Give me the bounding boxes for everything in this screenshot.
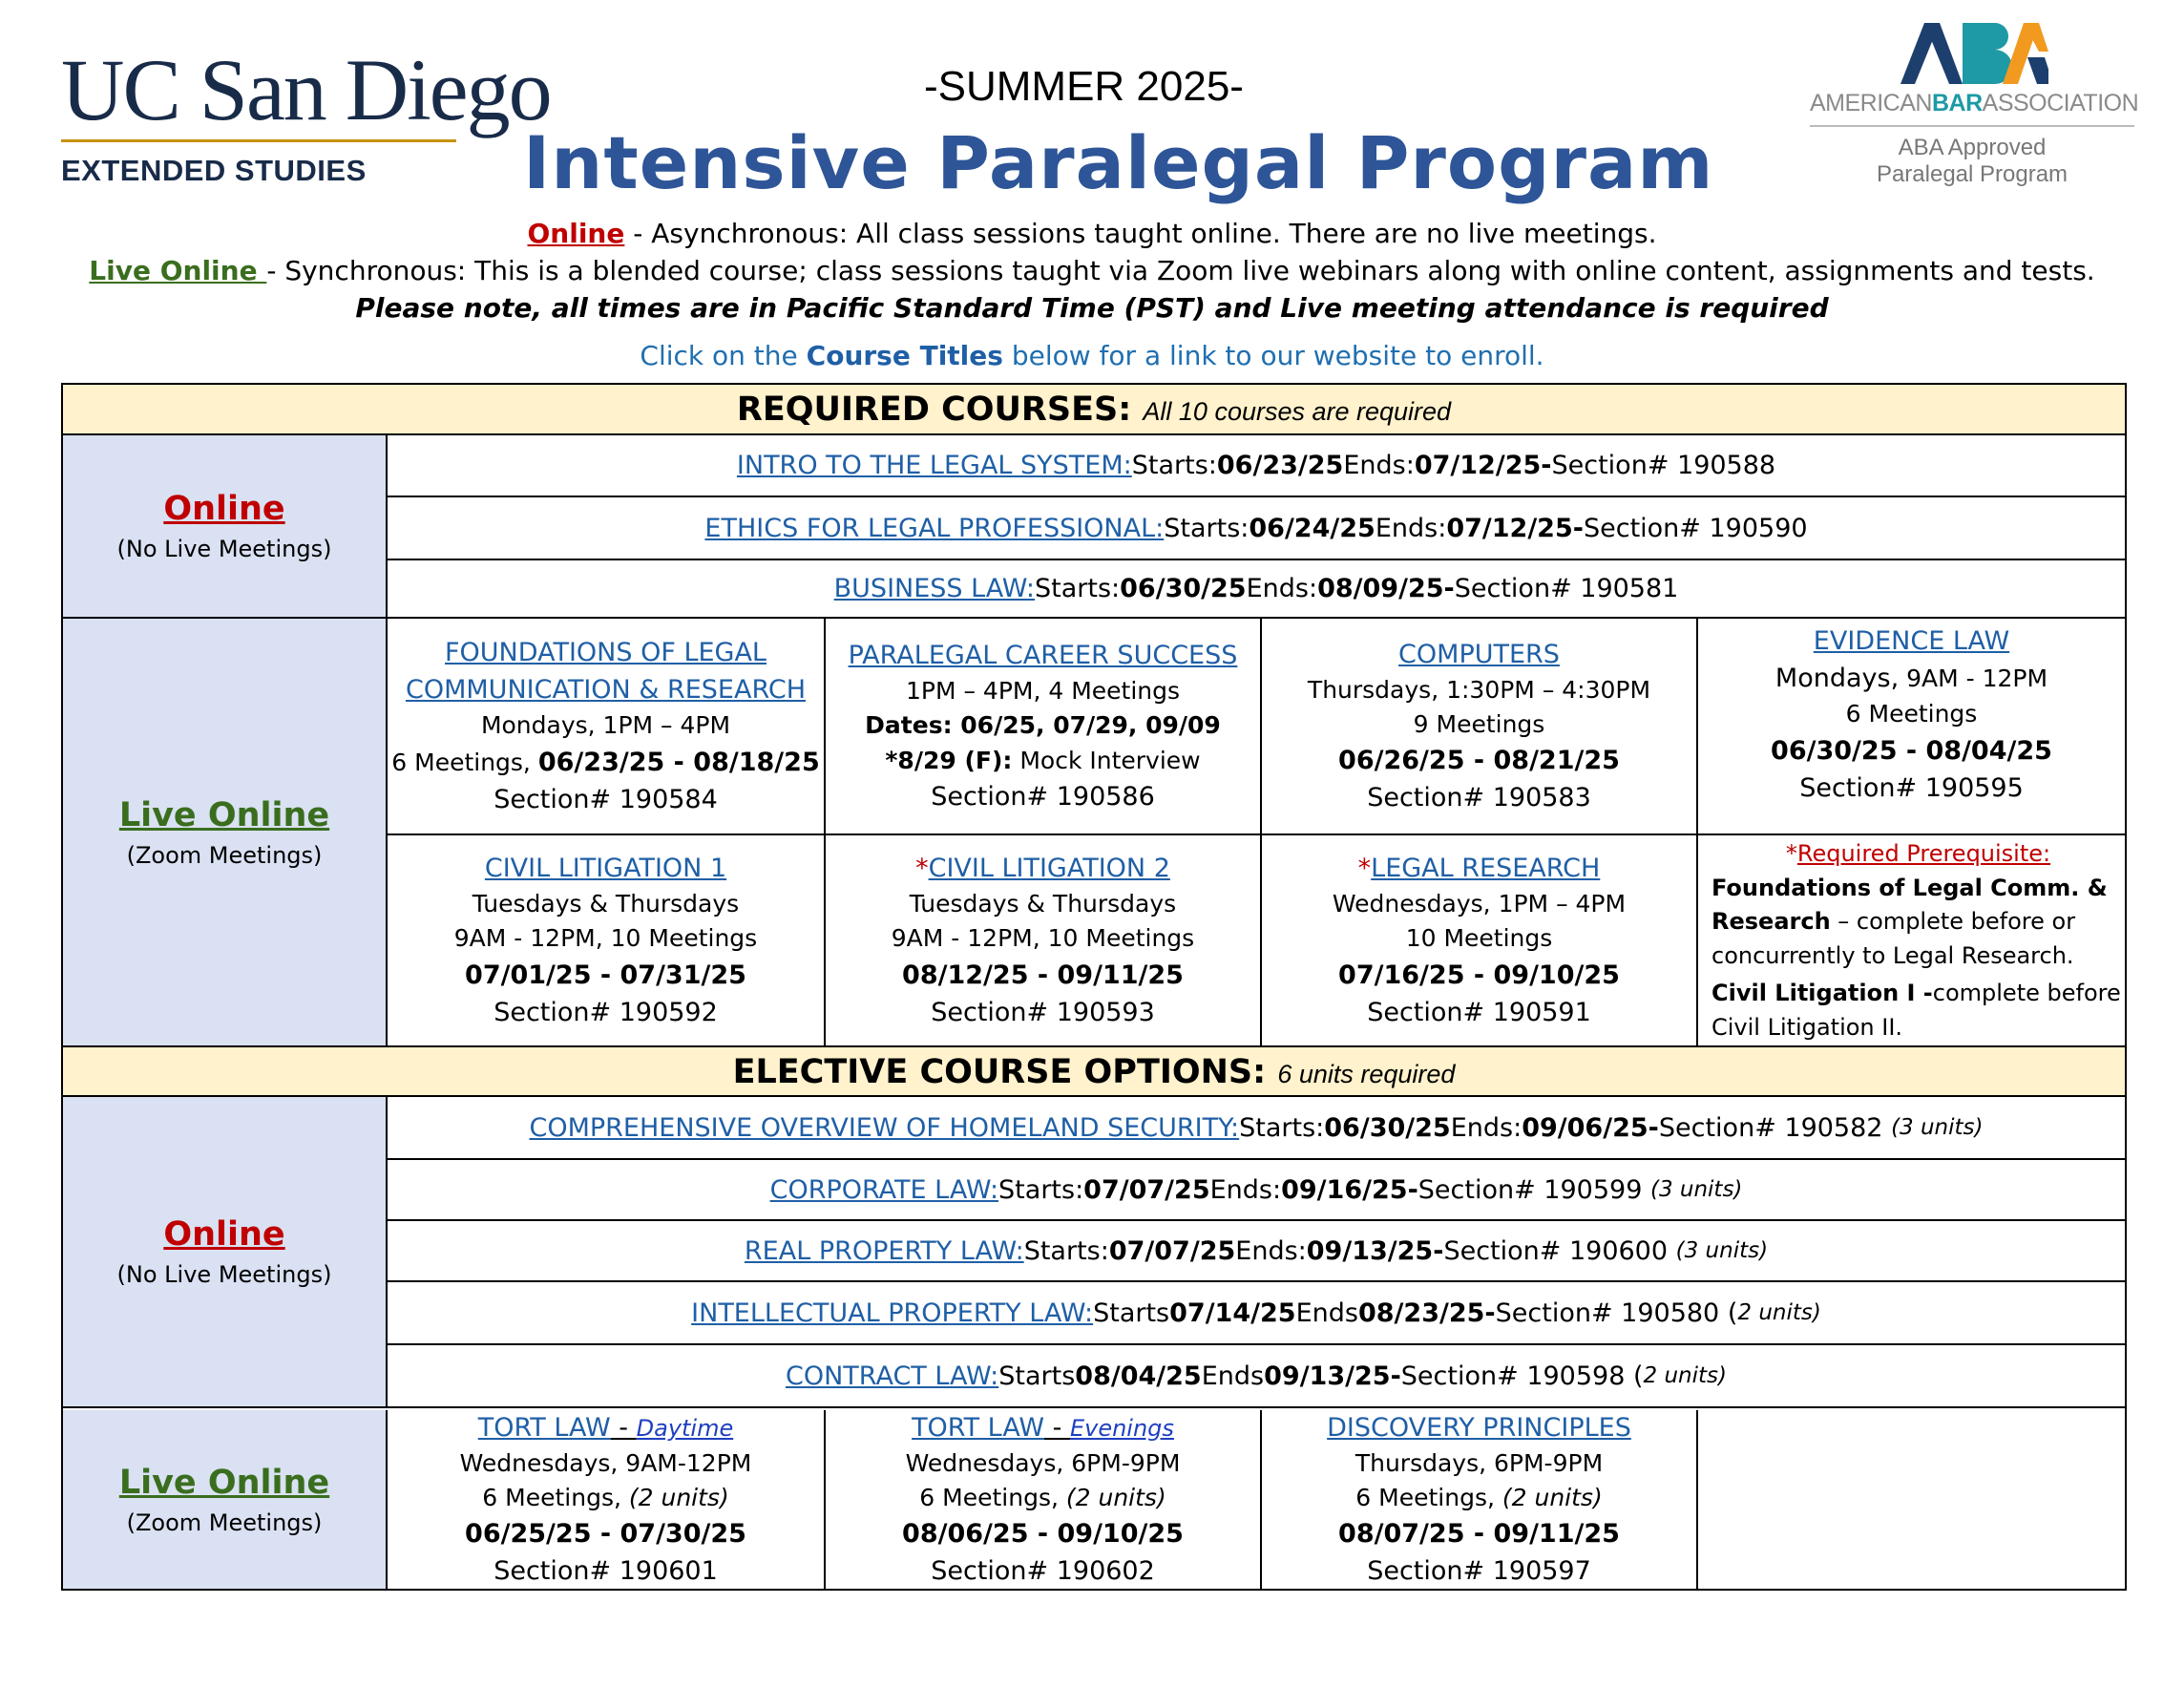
course-link[interactable]: ETHICS FOR LEGAL PROFESSIONAL: xyxy=(704,513,1165,543)
course-link[interactable]: CORPORATE LAW: xyxy=(769,1174,999,1205)
aba-approved-2: Paralegal Program xyxy=(1876,160,2068,187)
logo-gold-rule xyxy=(61,139,456,142)
aba-approved-1: ABA Approved xyxy=(1898,135,2047,160)
course-schedule-table xyxy=(61,383,2127,1591)
elective-live-online-side xyxy=(63,1410,388,1589)
course-cell-computers: COMPUTERS Thursdays, 1:30PM – 4:30PM 9 Meetings 06/26/25 - 08/21/25 Section# 190583 xyxy=(1262,619,1696,833)
course-link[interactable]: TORT LAW xyxy=(477,1412,611,1443)
live-online-description: Live Online - Synchronous: This is a blended course; class sessions taught via Zoom live webinars along with online content, assignments and tests. xyxy=(89,255,2095,286)
required-online-side xyxy=(63,435,388,619)
course-cell-civil-lit-2: *CIVIL LITIGATION 2 Tuesdays & Thursdays 9AM - 12PM, 10 Meetings 08/12/25 - 09/11/25 Section# 190593 xyxy=(891,854,1195,1027)
ucsd-extended-studies-logo xyxy=(61,41,551,188)
aba-rule xyxy=(1810,125,2134,127)
prerequisite-note: *Required Prerequisite: Foundations of Legal Comm. & Research – complete before or concurrently to Legal Research. Civil Litigation I -complete before Civil Litigation II. xyxy=(1698,835,2125,1045)
course-link[interactable]: CIVIL LITIGATION 1 xyxy=(484,854,727,884)
live-online-label-link[interactable]: Live Online xyxy=(89,255,267,286)
online-side-sub: (No Live Meetings) xyxy=(116,536,332,562)
course-cell-legal-research: *LEGAL RESEARCH Wednesdays, 1PM – 4PM 10 Meetings 07/16/25 - 09/10/25 Section# 190591 xyxy=(1332,854,1627,1027)
course-cell-foundations: FOUNDATIONS OF LEGAL COMMUNICATION & RESEARCH Mondays, 1PM – 4PM 6 Meetings, 06/23/25 - 08/18/25 Section# 190584 xyxy=(388,619,824,833)
elective-courses-band: ELECTIVE COURSE OPTIONS: 6 units required xyxy=(63,1047,2125,1097)
required-live-online-side xyxy=(63,619,388,1047)
online-label-link[interactable]: Online xyxy=(527,218,625,249)
course-row-ip-law: INTELLECTUAL PROPERTY LAW: Starts 07/14/25 Ends 08/23/25 - Section# 190580 ( 2 units) xyxy=(388,1282,2125,1345)
online-description: Online - Asynchronous: All class sessions taught online. There are no live meetings. xyxy=(527,218,1657,249)
course-row-intro-legal-system: INTRO TO THE LEGAL SYSTEM: Starts: 06/23/25 Ends: 07/12/25 - Section# 190588 xyxy=(388,435,2125,497)
course-link[interactable]: CIVIL LITIGATION 2 xyxy=(928,854,1170,884)
course-cell-evidence-law: EVIDENCE LAW Mondays, 9AM - 12PM 6 Meetings 06/30/25 - 08/04/25 Section# 190595 xyxy=(1698,619,2125,833)
course-link[interactable]: LEGAL RESEARCH xyxy=(1371,854,1601,884)
live-side-sub: (Zoom Meetings) xyxy=(126,841,323,869)
online-side-title: Online xyxy=(163,1215,285,1254)
course-link[interactable]: COMMUNICATION & RESEARCH xyxy=(405,675,807,706)
course-link[interactable]: FOUNDATIONS OF LEGAL xyxy=(445,638,766,668)
course-row-ethics: ETHICS FOR LEGAL PROFESSIONAL: Starts: 06/24/25 Ends: 07/12/25 - Section# 190590 xyxy=(388,497,2125,560)
course-cell-civil-lit-1: CIVIL LITIGATION 1 Tuesdays & Thursdays 9AM - 12PM, 10 Meetings 07/01/25 - 07/31/25 Section# 190592 xyxy=(388,835,824,1045)
required-courses-band: REQUIRED COURSES: All 10 courses are required xyxy=(63,385,2125,435)
course-link[interactable]: INTRO TO THE LEGAL SYSTEM: xyxy=(736,451,1132,480)
empty-cell xyxy=(1698,1410,2125,1589)
course-link[interactable]: CONTRACT LAW: xyxy=(785,1361,999,1391)
season-label: -SUMMER 2025- xyxy=(924,63,1244,110)
enroll-instruction: Click on the Course Titles below for a link to our website to enroll. xyxy=(640,340,1544,371)
course-row-homeland-security: COMPREHENSIVE OVERVIEW OF HOMELAND SECURITY: Starts: 06/30/25 Ends: 09/06/25 - Section# 190582 (3 units) xyxy=(388,1097,2125,1160)
course-cell-tort-evenings: TORT LAW - Evenings Wednesdays, 6PM-9PM 6 Meetings, (2 units) 08/06/25 - 09/10/25 Section# 190602 xyxy=(902,1412,1184,1587)
course-cell-discovery: DISCOVERY PRINCIPLES Thursdays, 6PM-9PM 6 Meetings, (2 units) 08/07/25 - 09/11/25 Section# 190597 xyxy=(1262,1410,1696,1589)
course-link[interactable]: INTELLECTUAL PROPERTY LAW: xyxy=(691,1298,1094,1328)
live-side-sub: (Zoom Meetings) xyxy=(126,1509,323,1536)
course-cell-career-success: PARALEGAL CAREER SUCCESS 1PM – 4PM, 4 Meetings Dates: 06/25, 07/29, 09/09 *8/29 (F): Mock Interview Section# 190586 xyxy=(826,619,1260,833)
live-side-title: Live Online xyxy=(118,1463,330,1502)
elective-online-side xyxy=(63,1097,388,1408)
aba-logo xyxy=(1810,19,2139,187)
course-link[interactable]: EVIDENCE LAW xyxy=(1813,626,2010,656)
prereq-heading: *Required Prerequisite: xyxy=(1785,840,2051,867)
course-row-real-property-law: REAL PROPERTY LAW: Starts: 07/07/25 Ends: 09/13/25 - Section# 190600 (3 units) xyxy=(388,1221,2125,1282)
course-link[interactable]: TORT LAW xyxy=(912,1412,1045,1443)
course-link[interactable]: REAL PROPERTY LAW: xyxy=(744,1235,1024,1266)
aba-mark-icon xyxy=(1896,19,2048,86)
course-link[interactable]: Daytime xyxy=(636,1414,734,1442)
online-side-title: Online xyxy=(163,490,285,528)
aba-wordmark: AMERICANBARASSOCIATION xyxy=(1810,90,2139,116)
course-link[interactable]: PARALEGAL CAREER SUCCESS xyxy=(848,640,1238,670)
pst-note: Please note, all times are in Pacific Standard Time (PST) and Live meeting attendance is required xyxy=(355,292,1829,324)
course-row-business-law: BUSINESS LAW: Starts: 06/30/25 Ends: 08/09/25 - Section# 190581 xyxy=(388,560,2125,619)
course-row-contract-law: CONTRACT LAW: Starts 08/04/25 Ends 09/13/25 - Section# 190598 ( 2 units) xyxy=(388,1345,2125,1408)
course-link[interactable]: DISCOVERY PRINCIPLES xyxy=(1327,1412,1631,1443)
online-side-sub: (No Live Meetings) xyxy=(116,1261,332,1288)
live-side-title: Live Online xyxy=(118,795,330,834)
course-link[interactable]: Evenings xyxy=(1069,1414,1174,1442)
course-link[interactable]: BUSINESS LAW: xyxy=(833,574,1036,603)
course-row-corporate-law: CORPORATE LAW: Starts: 07/07/25 Ends: 09/16/25 - Section# 190599 (3 units) xyxy=(388,1160,2125,1221)
course-link[interactable]: COMPREHENSIVE OVERVIEW OF HOMELAND SECURITY: xyxy=(529,1112,1240,1143)
course-cell-tort-daytime: TORT LAW - Daytime Wednesdays, 9AM-12PM 6 Meetings, (2 units) 06/25/25 - 07/30/25 Section# 190601 xyxy=(459,1412,752,1587)
course-link[interactable]: COMPUTERS xyxy=(1398,639,1560,669)
ucsd-logo-subtitle: EXTENDED STUDIES xyxy=(61,154,367,187)
ucsd-logo-text: UC San Diego xyxy=(61,41,551,138)
page-title: Intensive Paralegal Program xyxy=(523,120,1714,205)
